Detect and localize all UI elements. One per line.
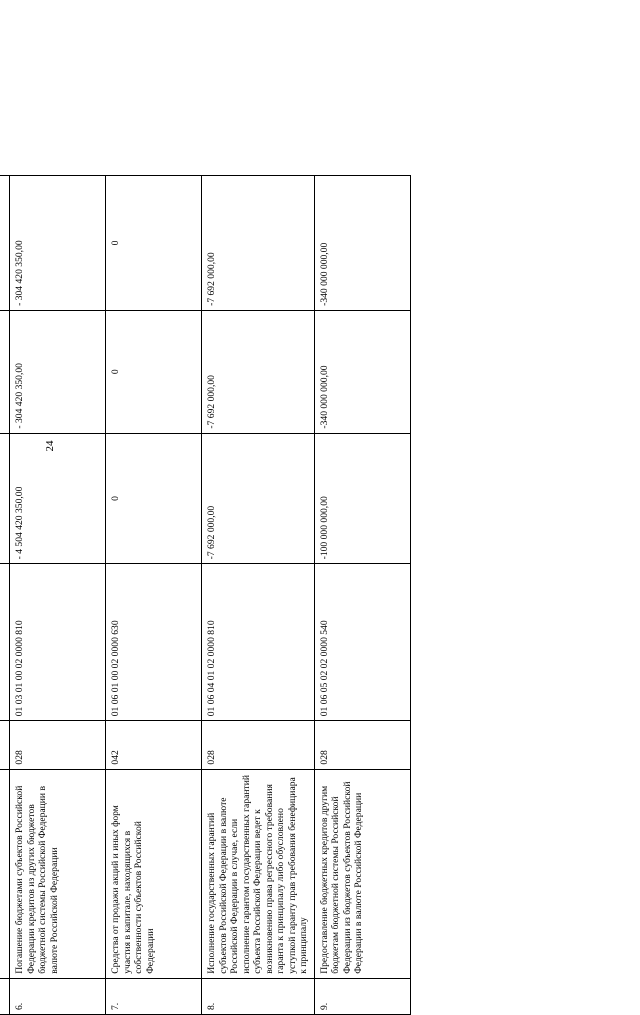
amount-year-3 (0, 176, 10, 311)
amount-year-2: 0 (106, 310, 202, 433)
row-number: 8. (202, 978, 315, 1014)
row-name: Исполнение государственных гарантий субъектов Российской Федерации в валюте Российской Федерации в случае, если исполнение гарантом государственных гарантий субъекта Российской Федерации ведет к возникновению права регрессного требования гаранта к принципалу либо обусловлено уступкой гаранту прав требования бенефициара к принципалу (202, 769, 315, 978)
admin-code: 028 (10, 721, 106, 769)
rotated-table-wrapper (0, 175, 364, 1015)
row-name: Погашение бюджетами субъектов Российской Федерации кредитов из других бюджетов бюджетной системы Российской Федерации в валюте Российской Федерации (10, 769, 106, 978)
amount-year-2: -7 692 000,00 (202, 310, 315, 433)
kbk-code: 01 06 04 01 02 0000 810 (202, 564, 315, 721)
row-name (0, 769, 10, 978)
kbk-code: 01 06 05 02 02 0000 540 (314, 564, 410, 721)
kbk-code: 01 03 01 00 02 0000 810 (10, 564, 106, 721)
amount-year-1 (0, 433, 10, 564)
page-number: 24 (44, 440, 56, 452)
amount-year-2 (0, 310, 10, 433)
amount-year-3: -340 000 000,00 (314, 176, 410, 311)
amount-year-2: -340 000 000,00 (314, 310, 410, 433)
table-row (0, 176, 10, 1015)
admin-code: 028 (314, 721, 410, 769)
kbk-code (0, 564, 10, 721)
row-name: Предоставление бюджетных кредитов другим бюджетам бюджетной системы Российской Федерации из бюджетов субъектов Российской Федерации в валюте Российской Федерации (314, 769, 410, 978)
amount-year-1: - 4 504 420 350,00 (10, 433, 106, 564)
row-number: 7. (106, 978, 202, 1014)
budget-sources-table (0, 175, 411, 1015)
table-row (106, 176, 202, 1015)
row-name: Средства от продажи акций и иных форм участия в капитале, находящихся в собственности субъектов Российской Федерации (106, 769, 202, 978)
admin-code: 042 (106, 721, 202, 769)
table-row (314, 176, 410, 1015)
amount-year-1: -100 000 000,00 (314, 433, 410, 564)
row-number: 9. (314, 978, 410, 1014)
amount-year-3: -7 692 000,00 (202, 176, 315, 311)
amount-year-2: - 304 420 350,00 (10, 310, 106, 433)
amount-year-3: - 304 420 350,00 (10, 176, 106, 311)
table-row (202, 176, 315, 1015)
amount-year-1: 0 (106, 433, 202, 564)
row-number (0, 978, 10, 1014)
kbk-code: 01 06 01 00 02 0000 630 (106, 564, 202, 721)
amount-year-3: 0 (106, 176, 202, 311)
amount-year-1: -7 692 000,00 (202, 433, 315, 564)
row-number: 6. (10, 978, 106, 1014)
admin-code: 028 (202, 721, 315, 769)
table-row (10, 176, 106, 1015)
admin-code (0, 721, 10, 769)
